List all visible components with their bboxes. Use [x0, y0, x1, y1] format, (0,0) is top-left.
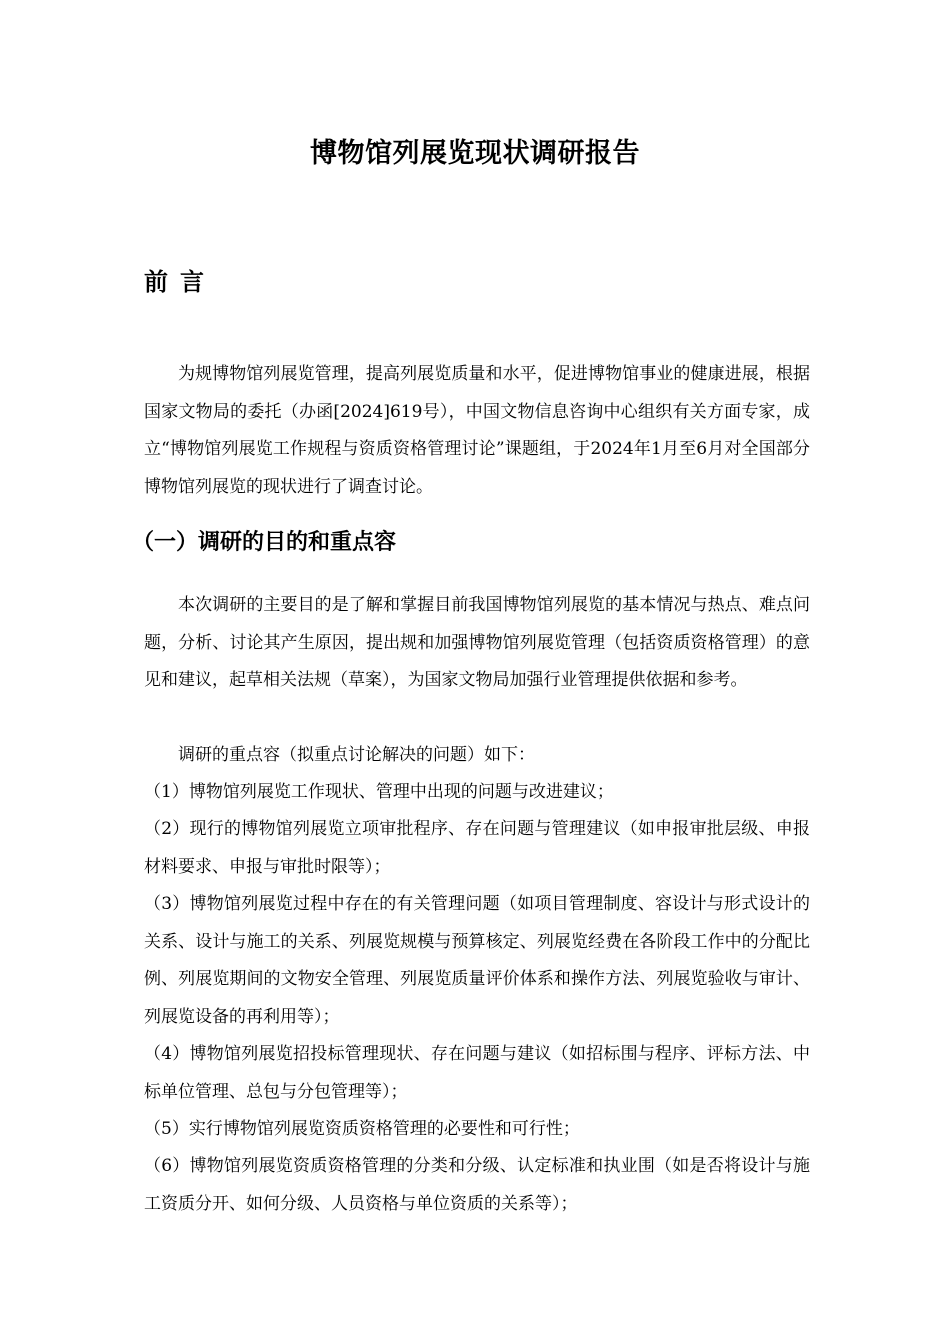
preface-heading: 前言 [144, 267, 216, 296]
list-item: （5）实行博物馆列展览资质资格管理的必要性和可行性； [144, 1119, 580, 1139]
list-item: （3）博物馆列展览过程中存在的有关管理问题（如项目管理制度、容设计与形式设计的关系、设计与施工的关系、列展览规模与预算核定、列展览经费在各阶段工作中的分配比例、列展览期间的文物安全管理、列展览质量评价体系和操作方法、列展览验收与审计、列展览设备的再利用等）； [144, 894, 810, 1027]
list-item: （1）博物馆列展览工作现状、管理中出现的问题与改进建议； [144, 782, 614, 802]
list-item: （6）博物馆列展览资质资格管理的分类和分级、认定标准和执业围（如是否将设计与施工资质分开、如何分级、人员资格与单位资质的关系等）； [144, 1156, 810, 1214]
focus-intro: 调研的重点容（拟重点讨论解决的问题）如下： [178, 745, 535, 765]
preface-paragraph: 为规博物馆列展览管理，提高列展览质量和水平，促进博物馆事业的健康进展，根据国家文物局的委托（办函[2024]619号），中国文物信息咨询中心组织有关方面专家，成立“博物馆列展览工作规程与资质资格管理讨论”课题组，于2024年1月至6月对全国部分博物馆列展览的现状进行了调查讨论。 [144, 364, 810, 497]
document-title: 博物馆列展览现状调研报告 [310, 138, 640, 169]
list-item: （4）博物馆列展览招投标管理现状、存在问题与建议（如招标围与程序、评标方法、中标单位管理、总包与分包管理等）； [144, 1044, 810, 1102]
section-heading: （一）调研的目的和重点容 [132, 529, 397, 555]
purpose-paragraph: 本次调研的主要目的是了解和掌握目前我国博物馆列展览的基本情况与热点、难点问题，分析、讨论其产生原因，提出规和加强博物馆列展览管理（包括资质资格管理）的意见和建议，起草相关法规（草案），为国家文物局加强行业管理提供依据和参考。 [144, 595, 810, 690]
list-item: （2）现行的博物馆列展览立项审批程序、存在问题与管理建议（如申报审批层级、申报材料要求、申报与审批时限等）； [144, 819, 810, 877]
